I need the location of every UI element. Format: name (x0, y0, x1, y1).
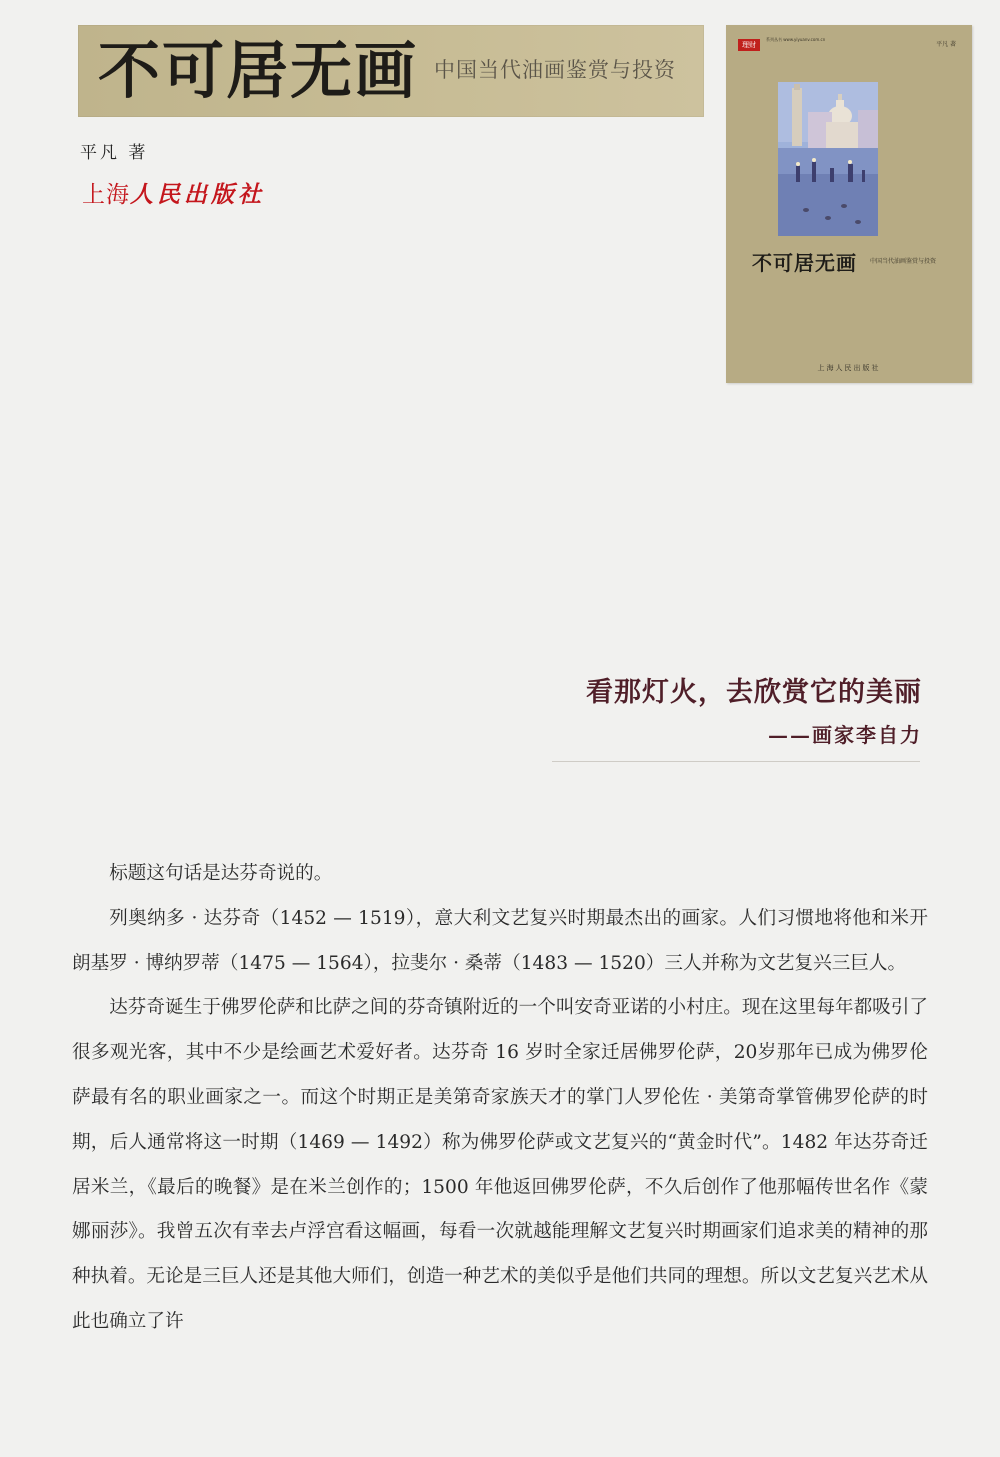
book-cover-image (726, 25, 972, 383)
cover-title: 不可居无画 (752, 251, 857, 275)
publisher-logo (82, 176, 265, 209)
book-subtitle: 中国当代油画鉴赏与投资 (434, 58, 676, 82)
cover-subtitle: 中国当代油画鉴赏与投资 (870, 258, 937, 265)
essay-body (72, 852, 928, 1345)
author-line: 平凡 著 (80, 143, 149, 163)
paragraph: 标题这句话是达芬奇说的。 (109, 863, 333, 884)
painting-illustration (778, 82, 878, 236)
essay-byline: ——画家李自力 (768, 723, 922, 747)
essay-title: 看那灯火，去欣赏它的美丽 (586, 677, 922, 708)
cover-author: 平凡 著 (936, 41, 956, 48)
paragraph: 列奥纳多 · 达芬奇（1452 — 1519），意大利文艺复兴时期最杰出的画家。人们习惯地将他和米开朗基罗 · 博纳罗蒂（1475 — 1564），拉斐尔 · 桑蒂（1483 — 1520）三人并称为文艺复兴三巨人。 (72, 907, 928, 974)
publisher-name-calligraphy: 人民出版社 (130, 181, 265, 208)
cover-publisher: 上海人民出版社 (817, 364, 881, 372)
cover-series-logo: 理财 (738, 39, 760, 51)
paragraph: 达芬奇诞生于佛罗伦萨和比萨之间的芬奇镇附近的一个叫安奇亚诺的小村庄。现在这里每年都吸引了很多观光客，其中不少是绘画艺术爱好者。达芬奇 16 岁时全家迁居佛罗伦萨，20岁那年已成为佛罗伦萨最有名的职业画家之一。而这个时期正是美第奇家族天才的掌门人罗伦佐 · 美第奇掌管佛罗伦萨的时期，后人通常将这一时期（1469 — 1492）称为佛罗伦萨或文艺复兴的“黄金时代”。1482 年达芬奇迁居米兰，《最后的晚餐》是在米兰创作的；1500 年他返回佛罗伦萨，不久后创作了他那幅传世名作《蒙娜丽莎》。我曾五次有幸去卢浮宫看这幅画，每看一次就越能理解文艺复兴时期画家们追求美的精神的那种执着。无论是三巨人还是其他大师们，创造一种艺术的美似乎是他们共同的理想。所以文艺复兴艺术从此也确立了许 (72, 997, 928, 1332)
cover-painting (778, 82, 878, 236)
book-title-banner (78, 25, 704, 117)
cover-series-text: 系列丛书 www.yiyuanv.com.cn (766, 37, 826, 42)
divider (552, 761, 920, 762)
publisher-city: 上海 (82, 182, 130, 208)
book-title: 不可居无画 (98, 34, 419, 107)
